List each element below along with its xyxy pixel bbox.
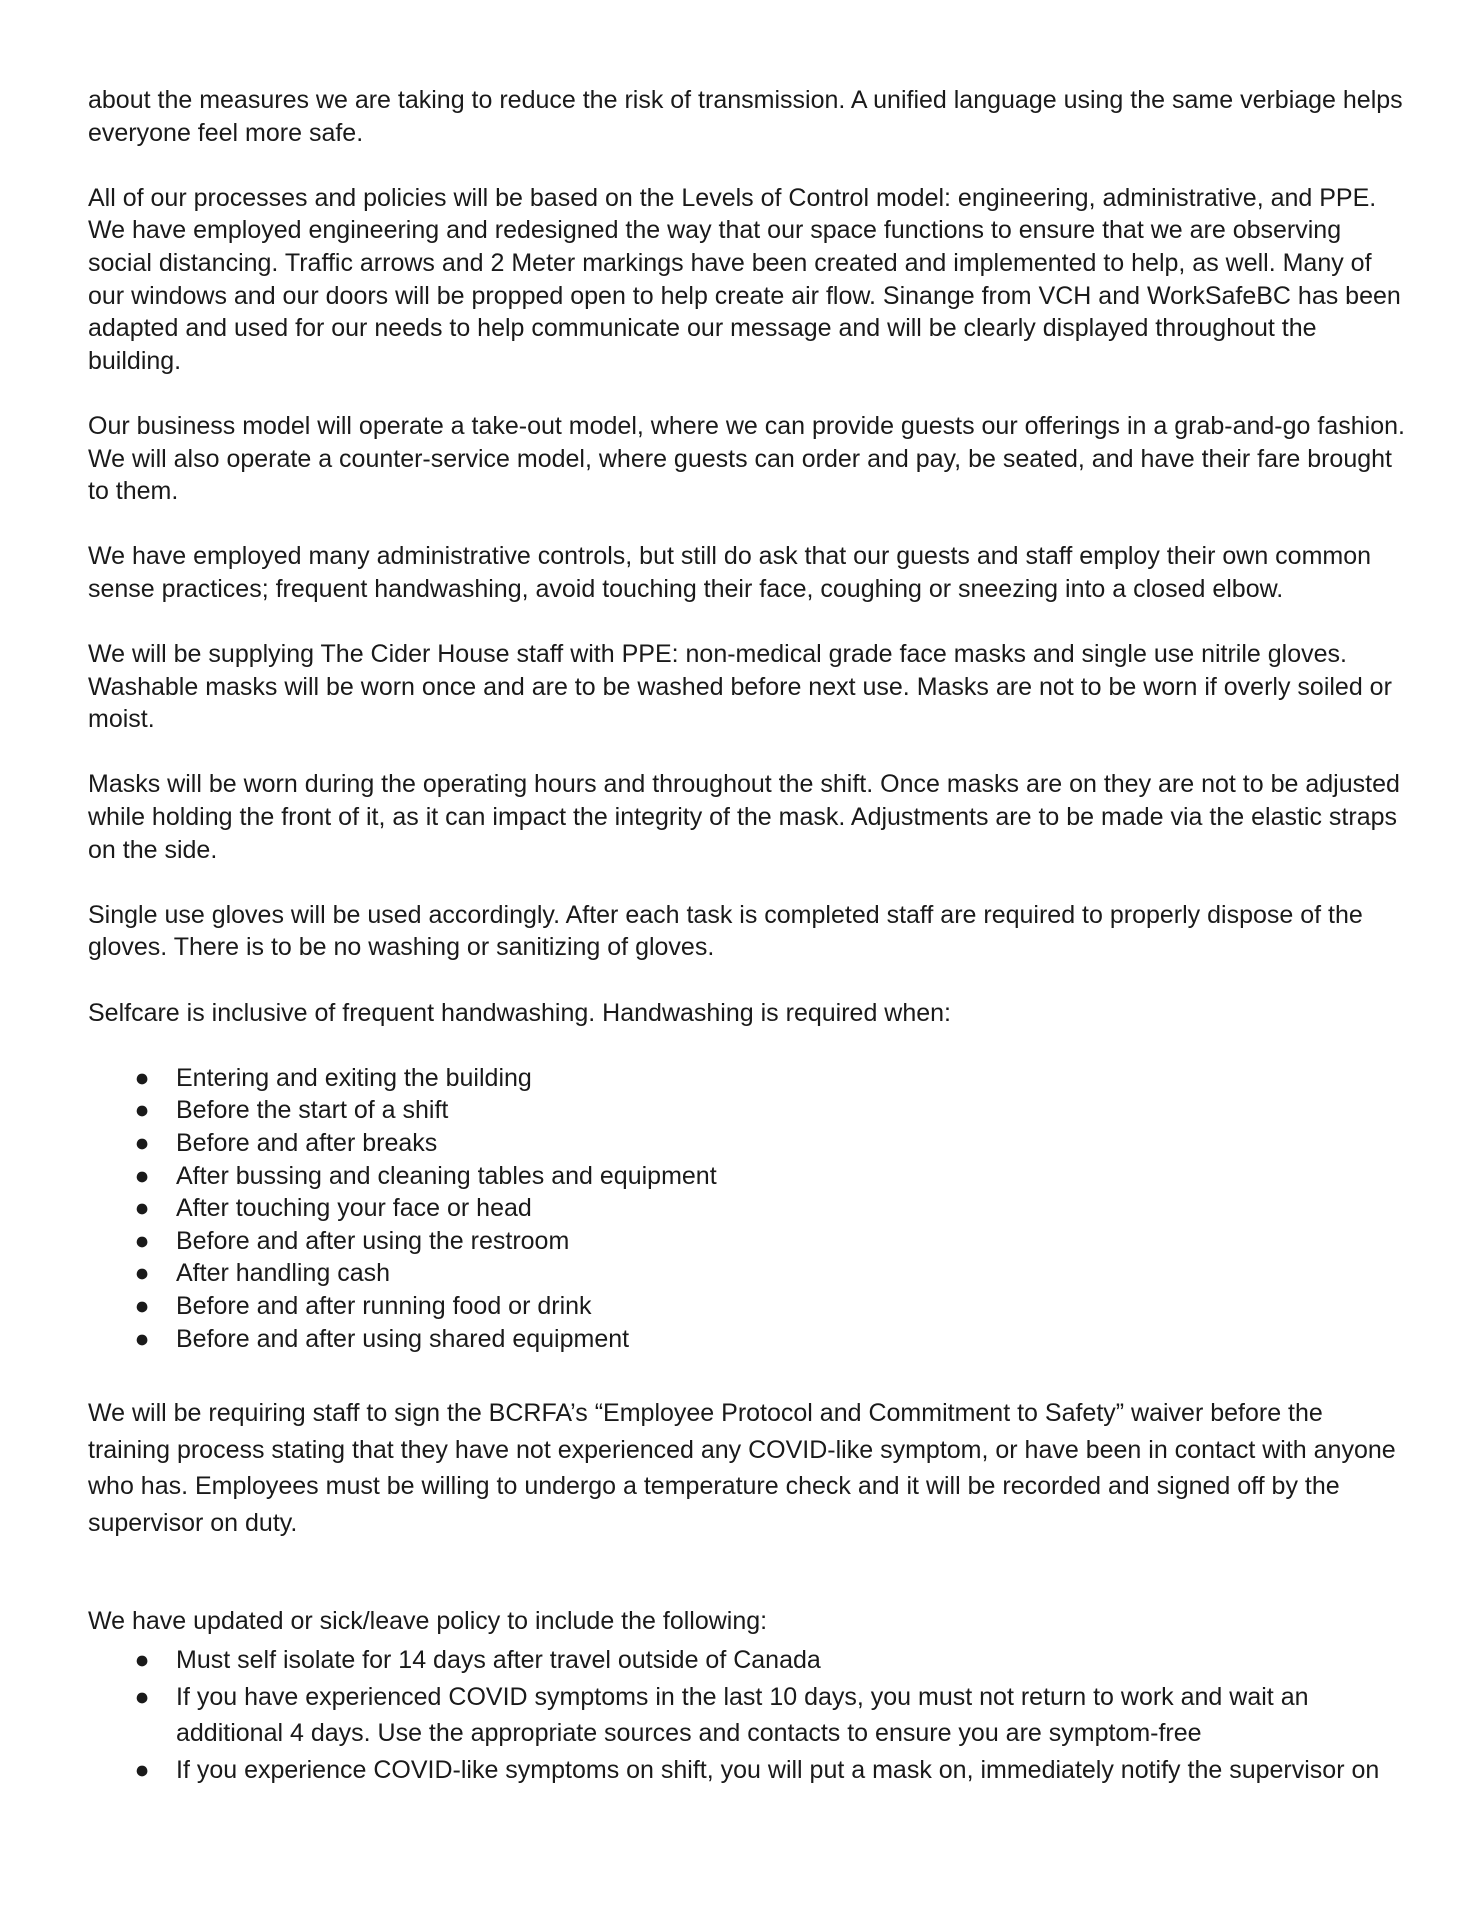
- list-item-text: Before and after using the restroom: [176, 1226, 570, 1255]
- paragraph-policy-intro: We have updated or sick/leave policy to include the following:: [88, 1607, 768, 1636]
- paragraph-mask-usage: Masks will be worn during the operating hours and throughout the shift. Once masks are on they are not to be adjusted while holding the front of it, as it can impact the integrity of the mask. Adjustments are to be made via the elastic straps on the side.: [88, 770, 1400, 864]
- list-item: [88, 1290, 1408, 1323]
- list-item: [88, 1257, 1408, 1290]
- list-item-text: After handling cash: [176, 1259, 391, 1288]
- list-item-text: Before and after running food or drink: [176, 1291, 592, 1320]
- bullet-icon: ●: [134, 1096, 150, 1125]
- list-item-text: Before and after breaks: [176, 1129, 438, 1157]
- list-item-text: Must self isolate for 14 days after travel outside of Canada: [176, 1646, 821, 1675]
- bullet-icon: ●: [134, 1646, 150, 1675]
- bullet-icon: ●: [134, 1755, 150, 1784]
- list-item: [88, 1225, 1408, 1258]
- document-page: [88, 84, 1408, 1821]
- list-item: [88, 1127, 1408, 1160]
- bullet-icon: ●: [134, 1226, 150, 1255]
- list-item: [88, 1192, 1408, 1225]
- list-item: [88, 1323, 1408, 1356]
- list-item: [88, 1062, 1408, 1095]
- paragraph-unified-language: about the measures we are taking to reduce the risk of transmission. A unified language using the same verbiage helps everyone feel more safe.: [88, 86, 1403, 147]
- list-item-text: After touching your face or head: [176, 1194, 532, 1223]
- list-item: [88, 1642, 1408, 1679]
- list-item: [88, 1679, 1408, 1752]
- bullet-icon: ●: [134, 1324, 150, 1353]
- bullet-icon: ●: [134, 1291, 150, 1320]
- bullet-icon: ●: [134, 1682, 150, 1711]
- bullet-icon: ●: [134, 1063, 150, 1092]
- handwashing-list: [88, 1062, 1408, 1355]
- list-item: [88, 1752, 1408, 1789]
- list-item: [88, 1094, 1408, 1127]
- list-item-text: If you have experienced COVID symptoms in the last 10 days, you must not return to work and wait an additional 4 days. Use the appropriate sources and contacts to ensure you are symptom-free: [176, 1682, 1309, 1748]
- bullet-icon: ●: [134, 1161, 150, 1190]
- list-item-text: Before and after using shared equipment: [176, 1324, 630, 1353]
- list-item-text: If you experience COVID-like symptoms on shift, you will put a mask on, immediately notify the supervisor on: [176, 1755, 1380, 1784]
- paragraph-glove-usage: Single use gloves will be used accordingly. After each task is completed staff are required to properly dispose of the gloves. There is to be no washing or sanitizing of gloves.: [88, 900, 1363, 962]
- paragraph-waiver: We will be requiring staff to sign the BCRFA’s “Employee Protocol and Commitment to Safety” waiver before the training process stating that they have not experienced any COVID-like symptom, or have been in contact with anyone who has. Employees must be willing to undergo a temperature check and it will be recorded and signed off by the supervisor on duty.: [88, 1399, 1396, 1537]
- list-item: [88, 1160, 1408, 1193]
- paragraph-business-model: Our business model will operate a take-out model, where we can provide guests our offerings in a grab-and-go fashion. We will also operate a counter-service model, where guests can order and pay, be seated, and have their fare brought to them.: [88, 411, 1405, 506]
- paragraph-levels-of-control: All of our processes and policies will be based on the Levels of Control model: engineering, administrative, and PPE. We have employed engineering and redesigned the way that our space functions to ensure that we are observing social distancing. Traffic arrows and 2 Meter markings have been created and implemented to help, as well. Many of our windows and our doors will be propped open to help create air flow. Sinange from VCH and WorkSafeBC has been adapted and used for our needs to help communicate our message and will be clearly displayed throughout the building.: [88, 183, 1401, 375]
- sick-leave-policy-list: [88, 1642, 1408, 1788]
- list-item-text: After bussing and cleaning tables and equipment: [176, 1161, 717, 1190]
- bullet-icon: ●: [134, 1194, 150, 1223]
- list-item-text: Entering and exiting the building: [176, 1063, 532, 1092]
- paragraph-ppe-supply: We will be supplying The Cider House staff with PPE: non-medical grade face masks and single use nitrile gloves. Washable masks will be worn once and are to be washed before next use. Masks are not to be worn if overly soiled or moist.: [88, 640, 1392, 734]
- paragraph-handwashing-intro: Selfcare is inclusive of frequent handwashing. Handwashing is required when:: [88, 998, 952, 1027]
- bullet-icon: ●: [134, 1129, 150, 1157]
- list-item-text: Before the start of a shift: [176, 1096, 449, 1125]
- bullet-icon: ●: [134, 1259, 150, 1288]
- paragraph-administrative-controls: We have employed many administrative controls, but still do ask that our guests and staff employ their own common sense practices; frequent handwashing, avoid touching their face, coughing or sneezing into a closed elbow.: [88, 542, 1372, 603]
